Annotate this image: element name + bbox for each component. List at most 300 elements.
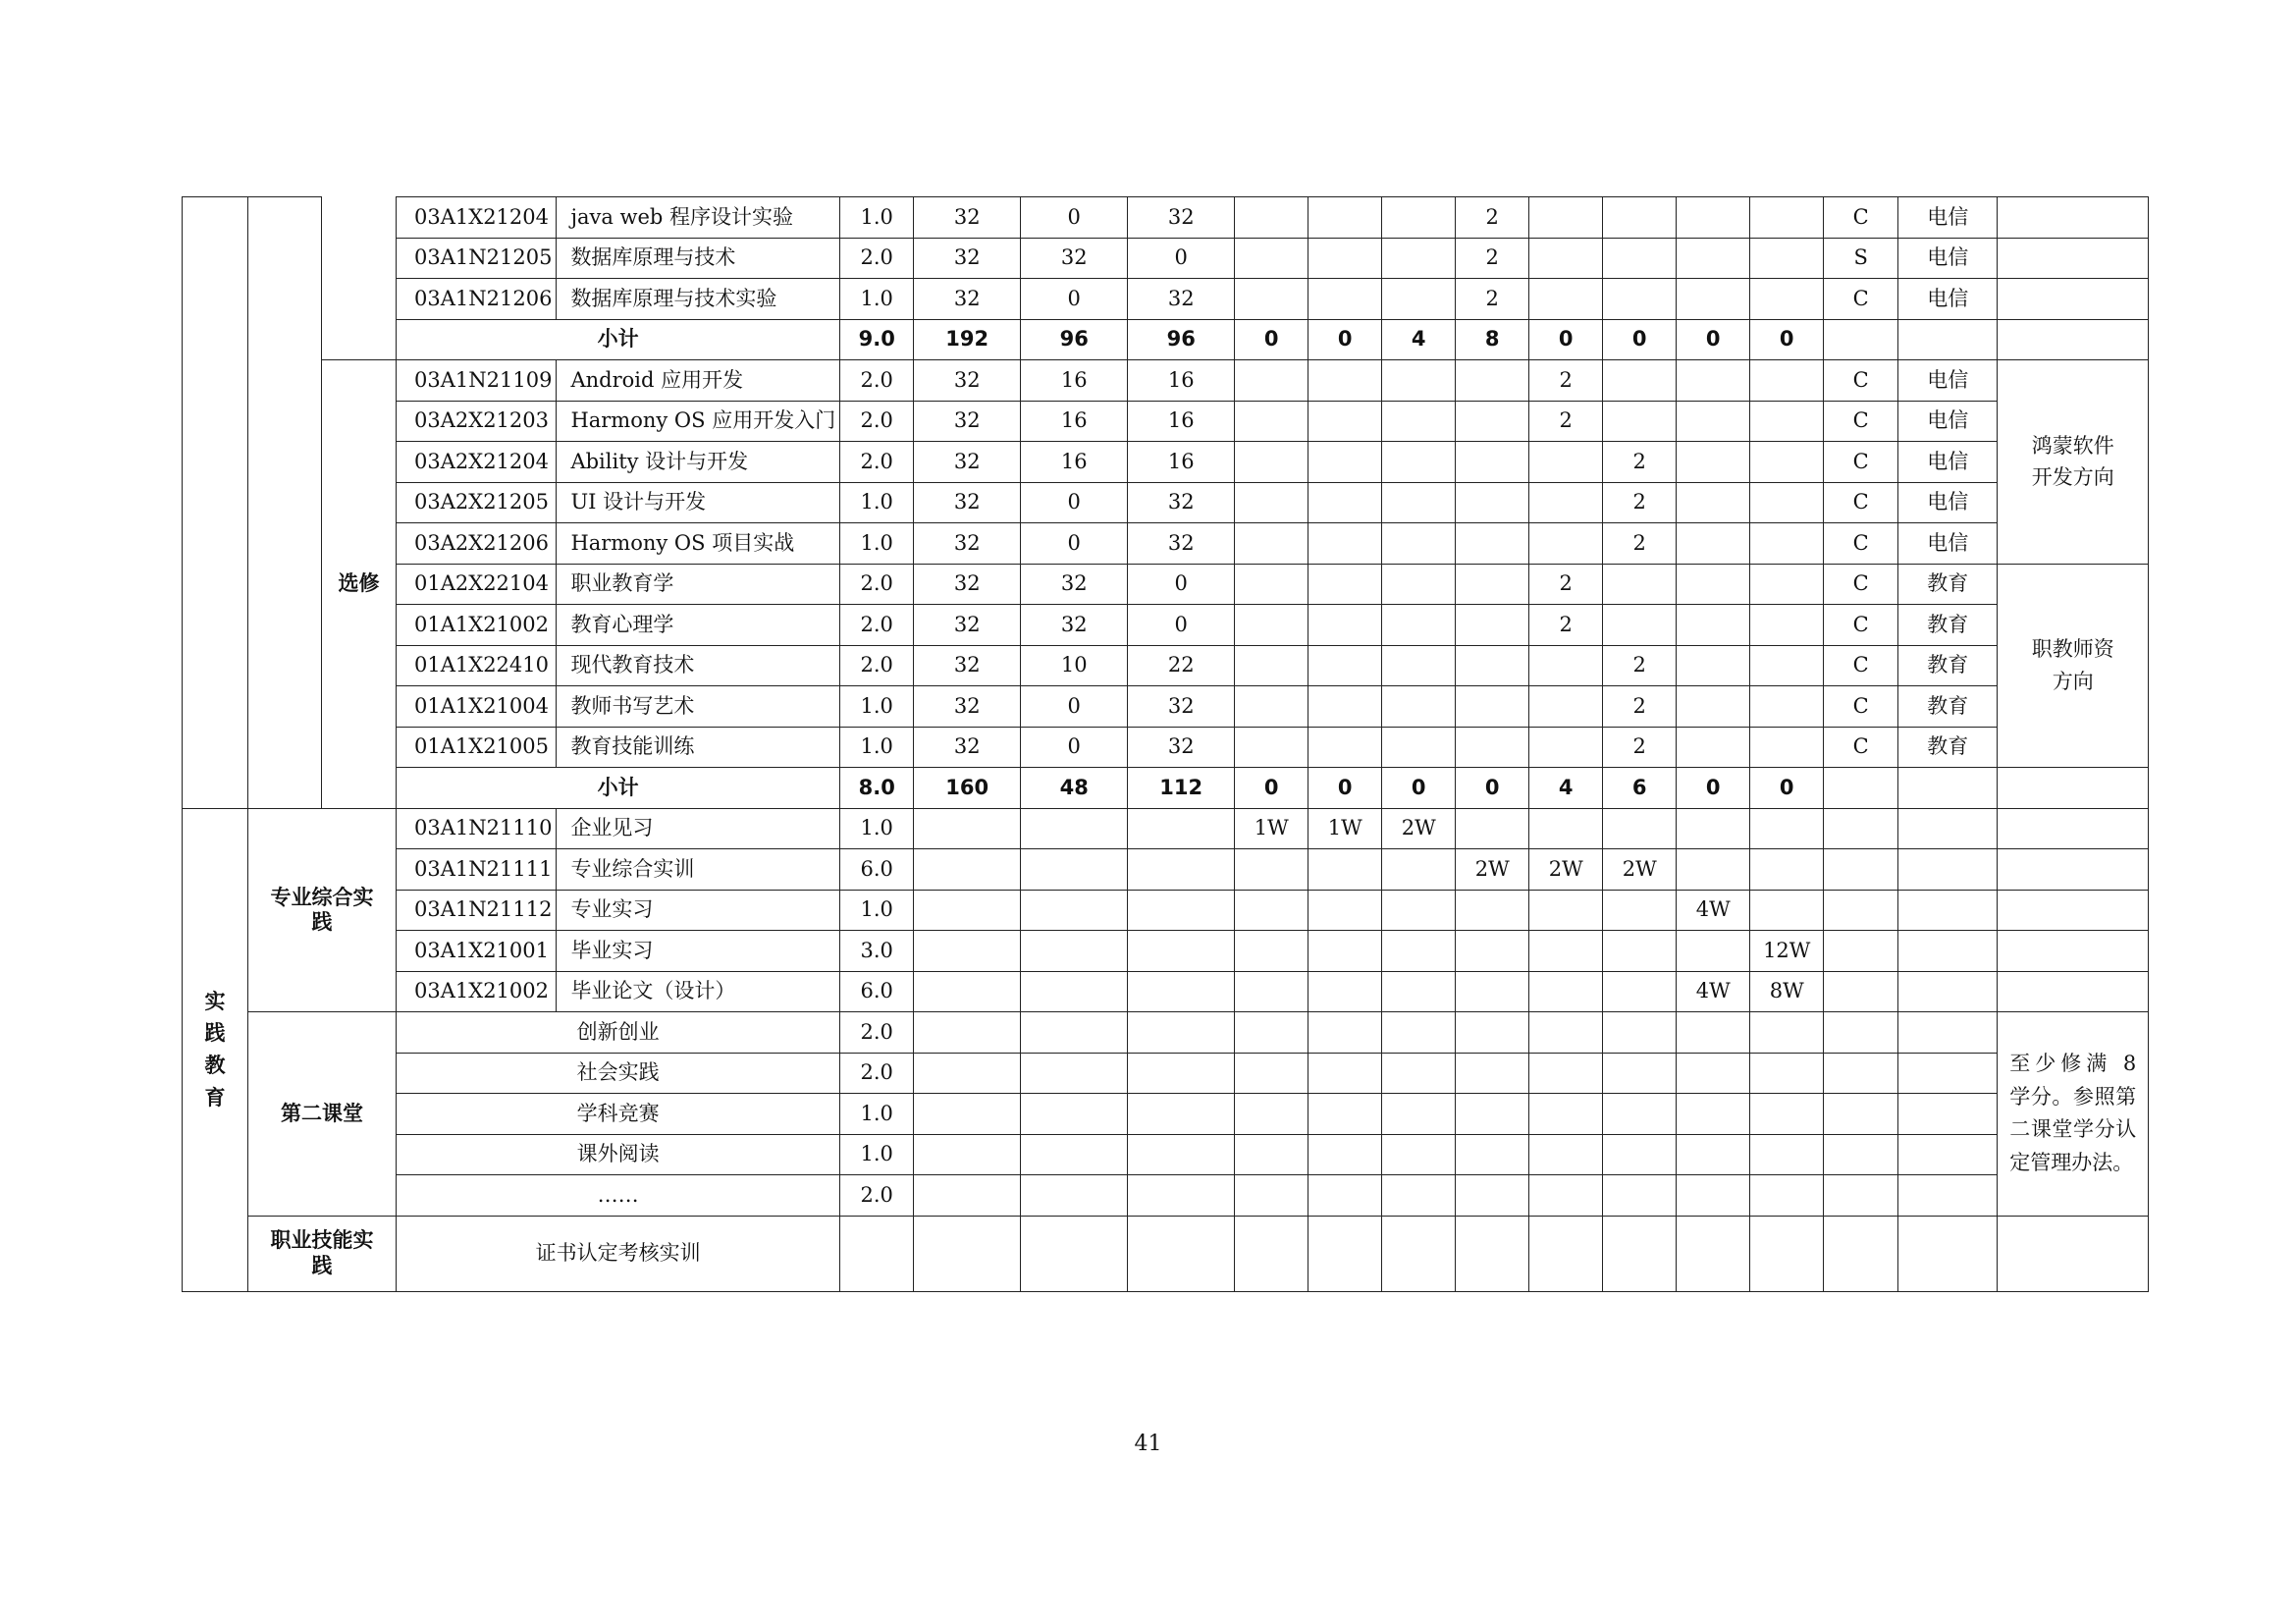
week-cell bbox=[1308, 686, 1382, 728]
week-cell bbox=[1677, 931, 1750, 972]
week-cell bbox=[1308, 401, 1382, 442]
empty-cell bbox=[1603, 1134, 1677, 1175]
week-cell bbox=[1603, 971, 1677, 1012]
empty-cell bbox=[1824, 1216, 1898, 1291]
week-cell: 0 bbox=[1750, 319, 1824, 360]
empty-cell bbox=[1308, 1134, 1382, 1175]
course-code: 03A1N21112 bbox=[397, 890, 557, 931]
course-code: 01A1X21005 bbox=[397, 727, 557, 768]
credit-cell: 1.0 bbox=[840, 279, 914, 320]
practice-hours-cell: 32 bbox=[1128, 686, 1235, 728]
assessment-type-cell: C bbox=[1824, 482, 1898, 523]
course-code: 01A1X22410 bbox=[397, 645, 557, 686]
week-cell bbox=[1235, 238, 1308, 279]
week-cell: 2W bbox=[1382, 808, 1456, 849]
week-cell bbox=[1382, 890, 1456, 931]
department-cell bbox=[1898, 971, 1998, 1012]
empty-cell bbox=[1456, 1134, 1529, 1175]
week-cell bbox=[1382, 727, 1456, 768]
theory-hours-cell: 0 bbox=[1021, 727, 1128, 768]
week-cell: 2 bbox=[1603, 645, 1677, 686]
second-classroom-label: 第二课堂 bbox=[248, 1012, 397, 1217]
remark-cell bbox=[1998, 279, 2149, 320]
week-cell: 0 bbox=[1603, 319, 1677, 360]
week-cell bbox=[1750, 686, 1824, 728]
course-name: java web 程序设计实验 bbox=[557, 197, 840, 239]
department-cell: 电信 bbox=[1898, 523, 1998, 565]
assessment-type-cell: C bbox=[1824, 279, 1898, 320]
remark-cell bbox=[1998, 931, 2149, 972]
week-cell bbox=[1382, 523, 1456, 565]
subcategory-cell bbox=[248, 197, 322, 809]
assessment-type-cell bbox=[1824, 808, 1898, 849]
empty-cell bbox=[840, 1216, 914, 1291]
empty-cell bbox=[1128, 1134, 1235, 1175]
remark-hongmeng-direction: 鸿蒙软件开发方向 bbox=[1998, 360, 2149, 565]
credit-cell: 1.0 bbox=[840, 1094, 914, 1135]
week-cell: 4W bbox=[1677, 890, 1750, 931]
week-cell: 2 bbox=[1603, 523, 1677, 565]
credit-cell: 2.0 bbox=[840, 1053, 914, 1094]
hours-cell: 32 bbox=[914, 238, 1021, 279]
remark-teacher-direction: 职教师资方向 bbox=[1998, 564, 2149, 768]
practice-hours-cell: 22 bbox=[1128, 645, 1235, 686]
hours-cell: 32 bbox=[914, 645, 1021, 686]
course-name: 企业见习 bbox=[557, 808, 840, 849]
week-cell bbox=[1750, 238, 1824, 279]
department-cell: 电信 bbox=[1898, 442, 1998, 483]
empty-cell bbox=[1677, 1216, 1750, 1291]
practice-hours-cell: 16 bbox=[1128, 401, 1235, 442]
hours-cell bbox=[914, 849, 1021, 891]
course-code: 01A1X21002 bbox=[397, 605, 557, 646]
week-cell bbox=[1603, 197, 1677, 239]
week-cell bbox=[1382, 197, 1456, 239]
course-row bbox=[183, 605, 2149, 646]
empty-cell bbox=[1603, 1053, 1677, 1094]
credit-cell: 1.0 bbox=[840, 1134, 914, 1175]
subtotal-credit: 8.0 bbox=[840, 768, 914, 809]
department-cell: 电信 bbox=[1898, 238, 1998, 279]
practice-education-label: 实践教育 bbox=[183, 808, 248, 1291]
empty-cell bbox=[1677, 1175, 1750, 1217]
week-cell bbox=[1603, 808, 1677, 849]
week-cell bbox=[1382, 401, 1456, 442]
empty-cell bbox=[1677, 1094, 1750, 1135]
week-cell: 2 bbox=[1456, 197, 1529, 239]
empty-cell bbox=[1235, 1053, 1308, 1094]
week-cell bbox=[1308, 482, 1382, 523]
practice-hours-cell: 32 bbox=[1128, 482, 1235, 523]
week-cell bbox=[1456, 360, 1529, 402]
practice-hours-cell: 32 bbox=[1128, 727, 1235, 768]
week-cell bbox=[1603, 401, 1677, 442]
week-cell bbox=[1750, 482, 1824, 523]
department-cell bbox=[1898, 849, 1998, 891]
week-cell bbox=[1750, 197, 1824, 239]
subtotal-theory: 96 bbox=[1021, 319, 1128, 360]
hours-cell bbox=[914, 931, 1021, 972]
week-cell: 8W bbox=[1750, 971, 1824, 1012]
empty-cell bbox=[914, 1053, 1021, 1094]
empty-cell bbox=[1382, 1134, 1456, 1175]
empty-cell bbox=[1998, 1216, 2149, 1291]
week-cell bbox=[1235, 931, 1308, 972]
course-row bbox=[183, 686, 2149, 728]
practice-hours-cell: 0 bbox=[1128, 564, 1235, 605]
theory-hours-cell: 0 bbox=[1021, 686, 1128, 728]
credit-cell: 1.0 bbox=[840, 727, 914, 768]
week-cell: 2 bbox=[1603, 442, 1677, 483]
practice-hours-cell bbox=[1128, 808, 1235, 849]
week-cell bbox=[1235, 849, 1308, 891]
practice-hours-cell bbox=[1128, 931, 1235, 972]
week-cell bbox=[1235, 279, 1308, 320]
hours-cell: 32 bbox=[914, 279, 1021, 320]
course-code: 03A1X21204 bbox=[397, 197, 557, 239]
empty-cell bbox=[914, 1012, 1021, 1054]
week-cell bbox=[1677, 564, 1750, 605]
hours-cell bbox=[914, 808, 1021, 849]
course-row bbox=[183, 197, 2149, 239]
course-row bbox=[183, 482, 2149, 523]
activity-name: …… bbox=[397, 1175, 840, 1217]
week-cell bbox=[1456, 971, 1529, 1012]
week-cell bbox=[1456, 442, 1529, 483]
week-cell bbox=[1529, 686, 1603, 728]
empty-cell bbox=[1128, 1216, 1235, 1291]
department-cell: 电信 bbox=[1898, 401, 1998, 442]
empty-cell bbox=[1529, 1216, 1603, 1291]
empty-cell bbox=[1529, 1012, 1603, 1054]
week-cell bbox=[1750, 890, 1824, 931]
required-cell bbox=[322, 197, 397, 360]
course-row bbox=[183, 238, 2149, 279]
week-cell bbox=[1603, 931, 1677, 972]
course-code: 03A1N21206 bbox=[397, 279, 557, 320]
department-cell bbox=[1898, 931, 1998, 972]
practice-row bbox=[183, 931, 2149, 972]
credit-cell: 6.0 bbox=[840, 849, 914, 891]
second-classroom-remark: 至少修满 8 学分。参照第二课堂学分认定管理办法。 bbox=[1998, 1012, 2149, 1217]
hours-cell bbox=[914, 890, 1021, 931]
remark-cell bbox=[1998, 971, 2149, 1012]
second-classroom-row bbox=[183, 1012, 2149, 1054]
empty-cell bbox=[1750, 1094, 1824, 1135]
week-cell bbox=[1603, 279, 1677, 320]
empty-cell bbox=[1824, 1094, 1898, 1135]
week-cell: 2W bbox=[1456, 849, 1529, 891]
week-cell bbox=[1750, 645, 1824, 686]
week-cell bbox=[1382, 360, 1456, 402]
week-cell bbox=[1308, 442, 1382, 483]
week-cell bbox=[1235, 971, 1308, 1012]
week-cell bbox=[1308, 890, 1382, 931]
empty-cell bbox=[1308, 1094, 1382, 1135]
department-cell bbox=[1898, 768, 1998, 809]
practice-hours-cell: 16 bbox=[1128, 360, 1235, 402]
empty-cell bbox=[914, 1134, 1021, 1175]
week-cell: 0 bbox=[1677, 768, 1750, 809]
week-cell bbox=[1529, 890, 1603, 931]
assessment-type-cell: C bbox=[1824, 523, 1898, 565]
week-cell: 2 bbox=[1603, 727, 1677, 768]
second-classroom-row bbox=[183, 1094, 2149, 1135]
course-name: Android 应用开发 bbox=[557, 360, 840, 402]
empty-cell bbox=[1824, 1012, 1898, 1054]
week-cell bbox=[1456, 727, 1529, 768]
empty-cell bbox=[1750, 1012, 1824, 1054]
course-name: 毕业论文（设计） bbox=[557, 971, 840, 1012]
week-cell bbox=[1235, 482, 1308, 523]
theory-hours-cell: 32 bbox=[1021, 564, 1128, 605]
week-cell bbox=[1308, 931, 1382, 972]
theory-hours-cell: 10 bbox=[1021, 645, 1128, 686]
empty-cell bbox=[1824, 1053, 1898, 1094]
practice-hours-cell: 32 bbox=[1128, 197, 1235, 239]
empty-cell bbox=[1235, 1094, 1308, 1135]
assessment-type-cell: C bbox=[1824, 605, 1898, 646]
theory-hours-cell bbox=[1021, 931, 1128, 972]
theory-hours-cell bbox=[1021, 849, 1128, 891]
empty-cell bbox=[1750, 1134, 1824, 1175]
credit-cell: 2.0 bbox=[840, 238, 914, 279]
empty-cell bbox=[1021, 1175, 1128, 1217]
empty-cell bbox=[1898, 1134, 1998, 1175]
week-cell: 4W bbox=[1677, 971, 1750, 1012]
week-cell bbox=[1677, 401, 1750, 442]
week-cell: 2 bbox=[1529, 605, 1603, 646]
week-cell bbox=[1308, 360, 1382, 402]
empty-cell bbox=[1603, 1175, 1677, 1217]
department-cell bbox=[1898, 808, 1998, 849]
week-cell bbox=[1750, 808, 1824, 849]
empty-cell bbox=[1529, 1175, 1603, 1217]
second-classroom-row bbox=[183, 1134, 2149, 1175]
week-cell: 0 bbox=[1750, 768, 1824, 809]
remark-cell bbox=[1998, 768, 2149, 809]
remark-cell bbox=[1998, 808, 2149, 849]
empty-cell bbox=[1456, 1012, 1529, 1054]
activity-name: 社会实践 bbox=[397, 1053, 840, 1094]
assessment-type-cell bbox=[1824, 890, 1898, 931]
credit-cell: 1.0 bbox=[840, 482, 914, 523]
week-cell: 2 bbox=[1456, 238, 1529, 279]
week-cell bbox=[1382, 605, 1456, 646]
credit-cell: 2.0 bbox=[840, 360, 914, 402]
week-cell bbox=[1456, 401, 1529, 442]
empty-cell bbox=[1382, 1053, 1456, 1094]
course-code: 01A1X21004 bbox=[397, 686, 557, 728]
empty-cell bbox=[1235, 1134, 1308, 1175]
empty-cell bbox=[1128, 1012, 1235, 1054]
course-code: 03A2X21205 bbox=[397, 482, 557, 523]
empty-cell bbox=[1529, 1094, 1603, 1135]
week-cell bbox=[1677, 442, 1750, 483]
hours-cell bbox=[914, 971, 1021, 1012]
empty-cell bbox=[1021, 1053, 1128, 1094]
theory-hours-cell: 32 bbox=[1021, 605, 1128, 646]
department-cell: 电信 bbox=[1898, 197, 1998, 239]
department-cell: 教育 bbox=[1898, 727, 1998, 768]
practice-hours-cell: 0 bbox=[1128, 238, 1235, 279]
course-name: Harmony OS 项目实战 bbox=[557, 523, 840, 565]
course-code: 03A1N21111 bbox=[397, 849, 557, 891]
theory-hours-cell bbox=[1021, 808, 1128, 849]
week-cell bbox=[1603, 238, 1677, 279]
course-row bbox=[183, 279, 2149, 320]
empty-cell bbox=[914, 1175, 1021, 1217]
hours-cell: 32 bbox=[914, 442, 1021, 483]
credit-cell: 2.0 bbox=[840, 605, 914, 646]
credit-cell: 1.0 bbox=[840, 890, 914, 931]
course-code: 03A2X21204 bbox=[397, 442, 557, 483]
practice-row bbox=[183, 971, 2149, 1012]
course-name: 专业综合实训 bbox=[557, 849, 840, 891]
week-cell bbox=[1677, 849, 1750, 891]
week-cell bbox=[1308, 645, 1382, 686]
empty-cell bbox=[1021, 1094, 1128, 1135]
remark-cell bbox=[1998, 197, 2149, 239]
week-cell bbox=[1235, 686, 1308, 728]
week-cell bbox=[1603, 564, 1677, 605]
week-cell bbox=[1677, 686, 1750, 728]
empty-cell bbox=[1456, 1175, 1529, 1217]
second-classroom-row bbox=[183, 1053, 2149, 1094]
activity-name: 学科竞赛 bbox=[397, 1094, 840, 1135]
category-cell bbox=[183, 197, 248, 809]
assessment-type-cell: S bbox=[1824, 238, 1898, 279]
practice-hours-cell bbox=[1128, 971, 1235, 1012]
empty-cell bbox=[1529, 1134, 1603, 1175]
credit-cell: 1.0 bbox=[840, 197, 914, 239]
week-cell bbox=[1235, 523, 1308, 565]
week-cell bbox=[1750, 401, 1824, 442]
week-cell bbox=[1456, 482, 1529, 523]
practice-hours-cell bbox=[1128, 890, 1235, 931]
week-cell bbox=[1750, 442, 1824, 483]
week-cell: 0 bbox=[1235, 319, 1308, 360]
department-cell: 教育 bbox=[1898, 645, 1998, 686]
theory-hours-cell bbox=[1021, 971, 1128, 1012]
course-row bbox=[183, 645, 2149, 686]
credit-cell: 1.0 bbox=[840, 523, 914, 565]
week-cell: 0 bbox=[1456, 768, 1529, 809]
week-cell bbox=[1456, 931, 1529, 972]
credit-cell: 3.0 bbox=[840, 931, 914, 972]
week-cell bbox=[1308, 564, 1382, 605]
remark-cell bbox=[1998, 319, 2149, 360]
theory-hours-cell: 0 bbox=[1021, 197, 1128, 239]
week-cell bbox=[1456, 686, 1529, 728]
week-cell bbox=[1529, 197, 1603, 239]
empty-cell bbox=[1382, 1175, 1456, 1217]
empty-cell bbox=[1128, 1053, 1235, 1094]
week-cell bbox=[1456, 564, 1529, 605]
week-cell bbox=[1750, 279, 1824, 320]
empty-cell bbox=[1677, 1134, 1750, 1175]
week-cell bbox=[1382, 686, 1456, 728]
week-cell bbox=[1677, 645, 1750, 686]
week-cell bbox=[1235, 564, 1308, 605]
empty-cell bbox=[1021, 1012, 1128, 1054]
course-name: 数据库原理与技术实验 bbox=[557, 279, 840, 320]
week-cell: 2 bbox=[1603, 686, 1677, 728]
empty-cell bbox=[1898, 1053, 1998, 1094]
week-cell: 2W bbox=[1603, 849, 1677, 891]
hours-cell: 32 bbox=[914, 605, 1021, 646]
assessment-type-cell: C bbox=[1824, 442, 1898, 483]
theory-hours-cell bbox=[1021, 890, 1128, 931]
week-cell bbox=[1235, 727, 1308, 768]
course-code: 01A2X22104 bbox=[397, 564, 557, 605]
subtotal-practice: 96 bbox=[1128, 319, 1235, 360]
week-cell bbox=[1456, 808, 1529, 849]
empty-cell bbox=[1382, 1216, 1456, 1291]
week-cell bbox=[1677, 605, 1750, 646]
theory-hours-cell: 32 bbox=[1021, 238, 1128, 279]
empty-cell bbox=[1308, 1216, 1382, 1291]
week-cell: 2W bbox=[1529, 849, 1603, 891]
week-cell bbox=[1235, 442, 1308, 483]
course-row bbox=[183, 442, 2149, 483]
subtotal-credit: 9.0 bbox=[840, 319, 914, 360]
week-cell bbox=[1308, 238, 1382, 279]
week-cell bbox=[1308, 523, 1382, 565]
week-cell: 2 bbox=[1456, 279, 1529, 320]
week-cell: 2 bbox=[1529, 401, 1603, 442]
week-cell: 6 bbox=[1603, 768, 1677, 809]
remark-cell bbox=[1998, 238, 2149, 279]
week-cell: 0 bbox=[1308, 319, 1382, 360]
subtotal-hours: 160 bbox=[914, 768, 1021, 809]
empty-cell bbox=[1128, 1094, 1235, 1135]
week-cell: 1W bbox=[1235, 808, 1308, 849]
week-cell bbox=[1677, 523, 1750, 565]
week-cell bbox=[1382, 238, 1456, 279]
week-cell: 12W bbox=[1750, 931, 1824, 972]
course-name: Harmony OS 应用开发入门 bbox=[557, 401, 840, 442]
empty-cell bbox=[1824, 1134, 1898, 1175]
week-cell bbox=[1382, 645, 1456, 686]
empty-cell bbox=[1308, 1053, 1382, 1094]
practice-row bbox=[183, 849, 2149, 891]
practice-hours-cell bbox=[1128, 849, 1235, 891]
subtotal-hours: 192 bbox=[914, 319, 1021, 360]
week-cell: 0 bbox=[1382, 768, 1456, 809]
course-row bbox=[183, 401, 2149, 442]
credit-cell: 2.0 bbox=[840, 442, 914, 483]
activity-name: 创新创业 bbox=[397, 1012, 840, 1054]
week-cell: 0 bbox=[1235, 768, 1308, 809]
hours-cell: 32 bbox=[914, 360, 1021, 402]
skill-practice-label: 职业技能实践 bbox=[248, 1216, 397, 1291]
practice-hours-cell: 16 bbox=[1128, 442, 1235, 483]
hours-cell: 32 bbox=[914, 727, 1021, 768]
subtotal-practice: 112 bbox=[1128, 768, 1235, 809]
activity-name: 证书认定考核实训 bbox=[397, 1216, 840, 1291]
empty-cell bbox=[1382, 1094, 1456, 1135]
week-cell bbox=[1677, 808, 1750, 849]
assessment-type-cell: C bbox=[1824, 686, 1898, 728]
week-cell bbox=[1750, 727, 1824, 768]
subtotal-row bbox=[183, 768, 2149, 809]
course-code: 03A2X21203 bbox=[397, 401, 557, 442]
week-cell bbox=[1529, 279, 1603, 320]
week-cell: 0 bbox=[1529, 319, 1603, 360]
week-cell bbox=[1456, 890, 1529, 931]
empty-cell bbox=[1750, 1053, 1824, 1094]
